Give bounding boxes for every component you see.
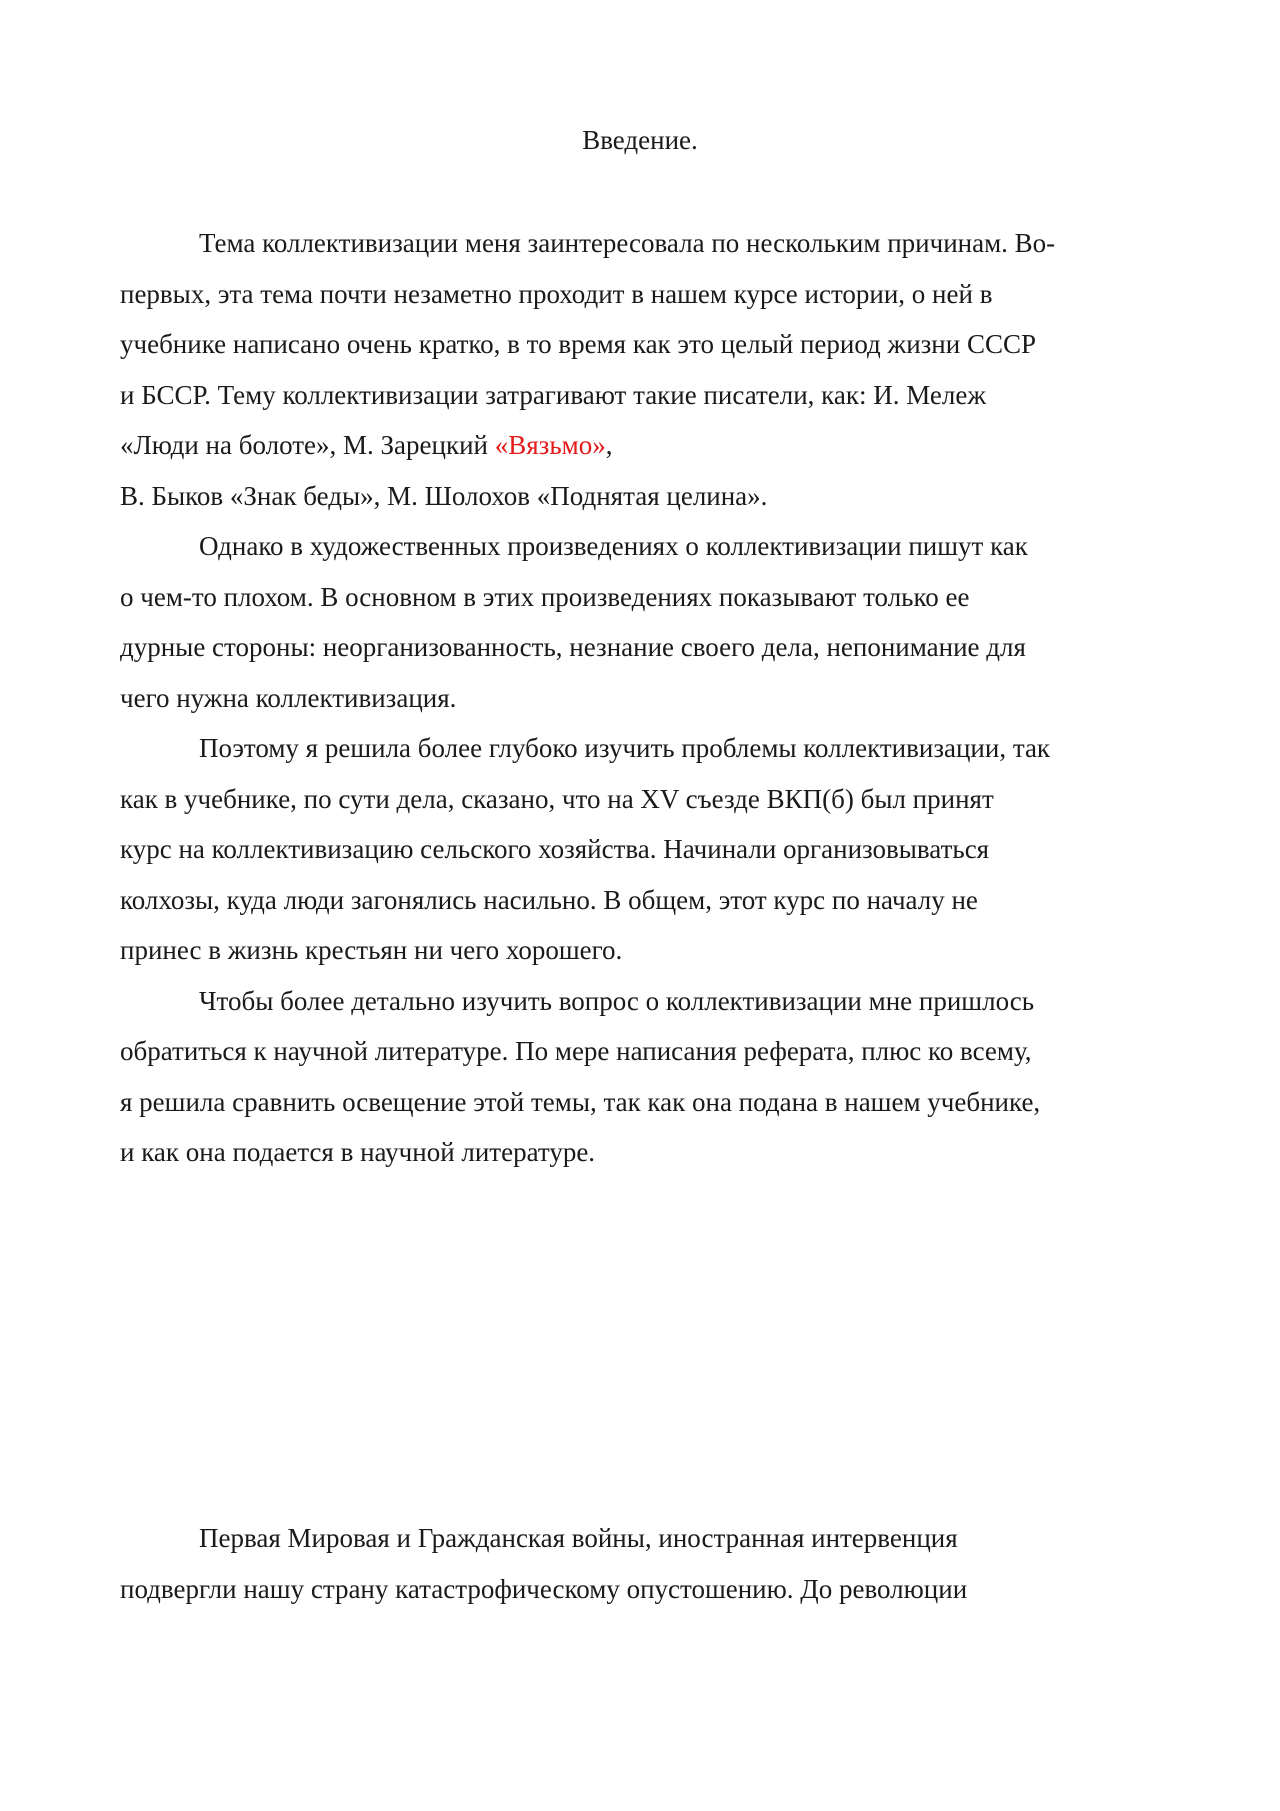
line-text: учебнике написано очень кратко, в то время как это целый период жизни СССР xyxy=(120,329,1036,359)
text-line xyxy=(120,420,1160,471)
text-line xyxy=(120,218,1160,269)
line-text: я решила сравнить освещение этой темы, так как она подана в нашем учебнике, xyxy=(120,1086,1041,1117)
line-text: как в учебнике, по сути дела, сказано, что на XV съезде ВКП(б) был принят xyxy=(120,783,994,814)
text-line xyxy=(120,976,1160,1027)
line-text: обратиться к научной литературе. По мере написания реферата, плюс ко всему, xyxy=(120,1036,1032,1066)
text-line xyxy=(120,673,1160,724)
line-text: и БССР. Тему коллективизации затрагивают такие писатели, как: И. Мележ xyxy=(120,379,986,410)
text-line xyxy=(120,1513,1160,1564)
line-text: Поэтому я решила более глубоко изучить проблемы коллективизации, так xyxy=(199,733,1051,763)
line-text: чего нужна коллективизация. xyxy=(120,682,457,713)
line-text: Чтобы более детально изучить вопрос о коллективизации мне пришлось xyxy=(199,985,1035,1016)
line-text: и как она подается в научной литературе. xyxy=(120,1137,596,1167)
text-line xyxy=(120,925,1160,976)
text-line xyxy=(120,269,1160,320)
text-line xyxy=(120,774,1160,825)
highlighted-title: «Вязьмо» xyxy=(494,430,606,460)
war-text-block xyxy=(120,1513,1160,1614)
line-text: «Люди на болоте», М. Зарецкий xyxy=(120,430,495,460)
line-text: Однако в художественных произведениях о коллективизации пишут как xyxy=(199,531,1028,561)
text-line xyxy=(120,1127,1160,1178)
line-text: о чем-то плохом. В основном в этих произведениях показывают только ее xyxy=(120,581,970,612)
text-line xyxy=(120,471,1160,522)
text-line xyxy=(120,1564,1160,1615)
page-title: Введение. xyxy=(582,125,698,155)
line-text: Первая Мировая и Гражданская войны, иностранная интервенция xyxy=(199,1523,958,1553)
text-line xyxy=(120,723,1160,774)
text-line xyxy=(120,875,1160,926)
text-line xyxy=(120,572,1160,623)
text-line xyxy=(120,622,1160,673)
line-text-tail: , xyxy=(605,430,613,460)
text-line xyxy=(120,824,1160,875)
text-line xyxy=(120,521,1160,572)
line-text: колхозы, куда люди загонялись насильно. В общем, этот курс по началу не xyxy=(120,884,978,915)
line-text: Тема коллективизации меня заинтересовала по нескольким причинам. Во- xyxy=(199,228,1056,258)
text-line xyxy=(120,1077,1160,1128)
line-text: подвергли нашу страну катастрофическому опустошению. До революции xyxy=(120,1573,968,1604)
intro-text-block xyxy=(120,218,1160,1178)
line-text: дурные стороны: неорганизованность, незнание своего дела, непонимание для xyxy=(120,632,1026,662)
text-line xyxy=(120,319,1160,370)
line-text: курс на коллективизацию сельского хозяйства. Начинали организовываться xyxy=(120,834,990,864)
line-text: В. Быков «Знак беды», М. Шолохов «Поднятая целина». xyxy=(120,480,768,511)
line-text: первых, эта тема почти незаметно проходит в нашем курсе истории, о ней в xyxy=(120,278,993,309)
text-line xyxy=(120,1026,1160,1077)
text-line xyxy=(120,370,1160,421)
line-text: принес в жизнь крестьян ни чего хорошего. xyxy=(120,935,623,965)
